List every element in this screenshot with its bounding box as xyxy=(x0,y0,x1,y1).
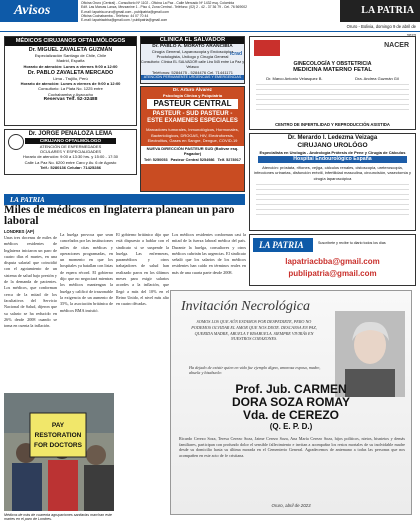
ad-line: Especialista en Urología - Andrología Prótesis de Pene y Cirugía de Cálculos xyxy=(259,150,406,155)
dateline: Oruro - Bolivia, domingo 9 de abril de 2023 xyxy=(346,24,416,38)
protest-photo-image xyxy=(4,393,114,511)
doctor-name: Dr. Marco Antonio Velasquez B. xyxy=(266,76,323,81)
obituary-place-date: Oruro, abril de 2023 xyxy=(271,503,311,508)
ad-ophthalmologists xyxy=(4,36,137,126)
info-line: E-mail: lapatriacbba@gmail.com / publipatria@gmail.com xyxy=(81,18,168,22)
la-patria-logo: LA PATRIA xyxy=(253,238,313,252)
doctor-name: Dr. PABLO A. MORATO ARANCIBIA xyxy=(152,44,233,49)
ad-la-patria xyxy=(249,234,416,286)
phone-row xyxy=(141,156,244,164)
svg-text:PAY: PAY xyxy=(51,422,65,429)
photo-caption: Médicos de más de cuarenta agrupaciones sanitarias marchan este martes en el paro de Londres. xyxy=(4,513,112,522)
article-column-1: Unas tres docenas de miles de médicos residentes de Inglaterra iniciaron un paro de cuatro días el martes, en una disputa salarial que coincidió con el agotamiento de un sistema de salud bajo presión y de la demanda de pacientes. Los médicos, que conforman cerca de la mitad de los facultativos del Servicio Nacional de Salud, dijeron que su salario se ha reducido en 26% desde 2008 cuando se toma en cuenta la inflación. xyxy=(4,235,57,329)
ad-title: MÉDICOS CIRUJANOS OFTALMÓLOGOS xyxy=(5,37,136,46)
ad-line: ATENCIÓN PERMANENTE URGENCIAS Y EMERGENCIAS xyxy=(141,75,244,80)
ad-line: Proctologista, Urólogo y Cirugía General xyxy=(156,54,229,60)
eye-icon xyxy=(8,134,24,150)
lab-services-title: PASTEUR - SUD PASTEUR - ESTE EXAMENES ESPECIALES xyxy=(147,111,238,125)
section-band: LA PATRIA xyxy=(4,194,245,205)
hospital-name: Hospital Endourológico España xyxy=(258,156,407,163)
ad-line: Consultorio: Clínica EL SALVADOR calle Lira 545 entre La Paz y Velasco xyxy=(141,59,245,69)
ad-clinica-salvador xyxy=(140,36,245,84)
phone: Reservas Telf. 52-32488 xyxy=(43,96,98,102)
svg-text:RESTORATION: RESTORATION xyxy=(34,432,82,439)
icrad-logo: icrad xyxy=(230,51,242,57)
text-block xyxy=(256,84,409,114)
article-column-2: La huelga provoca que sean cancelados por las instituciones miles de citas médicas y operaciones programadas, en un momento en que los hospitales ya batallan con listas de espera récord. El gobierno dijo que no negociará mientras los médicos mantengan la huelga y calificó de irrazonable la exigencia de un aumento de 35%, la asociación británica de médicos BMA insistió. xyxy=(60,232,113,313)
ad-line: OCULARES Y ESPECIALIDADES xyxy=(39,149,102,155)
phone: Telf.: 5280136 Celular: 71425286 xyxy=(40,164,101,170)
lab-name: PASTEUR CENTRAL xyxy=(147,99,238,109)
clinic-logo xyxy=(254,40,280,56)
doctor-name: Dr. JORGE PEÑALOZA LEMA xyxy=(28,131,113,137)
email[interactable]: lapatriacbba@gmail.com xyxy=(285,257,380,266)
info-line: Oficina Cochabamba - Teléfono: 44 07 70 44 xyxy=(81,13,149,18)
phone: Telf: 5250053 xyxy=(144,158,168,163)
obituary-intro: Ha dejado de existir quien en vida fue ejemplo digno, amorosa esposa, madre, abuela y bisabuela: xyxy=(189,365,321,376)
obituary-notice xyxy=(170,290,412,515)
doctor-name: Dr. PABLO ZAVALETA MERCADO xyxy=(27,69,114,76)
office-hours: Horario de atención: Lunes a viernes 9:00 a 12:00 xyxy=(23,63,118,69)
ad-pasteur xyxy=(140,86,245,192)
info-line: Oficina Oruro (Central) - Consultorio Nº 1102 - Oficina La Paz - Calle Mercado Nº 1432 esq. Colombia xyxy=(81,1,234,5)
ad-line: Suscríbete y recibe tu diario todos los días xyxy=(318,241,386,245)
info-line: E-mail: lapatria.oruro@gmail.com - publipatria@gmail.com xyxy=(81,9,169,14)
ad-urologo xyxy=(249,133,416,231)
deceased-title: Prof. Jub. CARMEN xyxy=(235,382,347,396)
header-rule xyxy=(0,31,420,32)
ad-body: Atención: próstata, riñones, vejiga, cálculos renales, cistoscopia, ureteroscopia, infecciones urinarias, disfunción eréctil, infertilidad masculina, circuncisión, vasectomía y cirugía laparoscópica xyxy=(254,165,411,181)
email[interactable]: publipatria@gmail.com xyxy=(288,269,377,278)
article-photo xyxy=(4,393,114,511)
nacer-logo: NACER xyxy=(384,42,409,49)
deceased-married-name: Vda. de CEREZO xyxy=(242,408,340,422)
obituary-body: Ricardo Cerezo Soza, Teresa Cerezo Soza, Jaime Cerezo Soza, Ana María Cerezo Soza, hijos políticos, nietos, bisnietos y demás familiares, participan con profundo dolor el sensible fallecimiento e invitan a acompañar los restos mortales de su inolvidable madre desde su domicilio hasta su última morada en el Cementerio General. Agradecemos de antemano a todas las personas que nos acompañen en este acto de fe cristiana. xyxy=(179,436,405,458)
lab-tests: Marcadores tumorales, Inmunológicos, Hormonales, Bacteriológicos, DROGAS, HIV, Electroforesis, Electrolitos, Gases en Sangre, Dengue, COVID-19 xyxy=(146,127,239,143)
doctor-specialty: Lima - Trujillo, Perú xyxy=(53,76,88,82)
doctor-specialty: Especialización Santiago de Chile, Chile xyxy=(34,53,107,59)
specialty: CIRUJANO UROLÓGO xyxy=(297,142,368,149)
deceased-name: DORA SOZA ROMAY xyxy=(231,395,350,409)
info-line: Edif. Las Marcas Lanza, Mezzanine 1 - Piso 4, Zona Central - Teléfono: (02) 2 - 42 - 37 36 79 - Cel. 76 569002 xyxy=(81,5,247,10)
contact-info xyxy=(78,0,340,22)
doctor-name: Dr. MIGUEL ZAVALETA GUZMÁN xyxy=(28,47,113,53)
phone: Telf. 5278917 xyxy=(217,158,241,163)
ad-penaloza xyxy=(4,129,137,175)
doctor-name: Dr. Merardo I. Ledezma Veizaga xyxy=(287,135,378,141)
ad-line: Dr. Arturo Álvarez xyxy=(173,87,212,92)
masthead-logo: LA PATRIA xyxy=(340,0,420,22)
ad-line: NUEVA DIRECCIÓN PASTEUR SUD (Bolívar esq. Pagador) xyxy=(141,146,244,156)
phone: Teléfonos: 5284475 - 5284476 Cel. 71441171 xyxy=(152,70,233,76)
ad-line: Psicología Clínica y Psiquiatría xyxy=(162,93,223,98)
article-column-4: Los médicos residentes conforman casi la mitad de la fuerza laboral médica del país. Durante la huelga, consultores y otros médicos cubrirán las urgencias. El sindicato señaló que los salarios de los médicos residentes han caído en términos reales en más de una cuarta parte desde 2008. xyxy=(172,232,246,275)
doctor-city: Madrid, España xyxy=(56,58,85,64)
office-address: Cochabamba y Ayacucho xyxy=(47,91,94,97)
doctor-name: Dra. Andrea Guzmán Gil xyxy=(355,76,399,81)
ad-line: Calle La Paz No. 6200 entre Caro y Av. 6 de Agosto xyxy=(24,159,117,165)
article-headline: Miles de médicos en Inglaterra planean un paro laboral xyxy=(4,204,235,227)
ad-line: Horario de atención: 9:00 a 13:30 hrs. y 15:00 - 17:30 xyxy=(23,154,118,160)
obituary-title: Invitación Necrológica xyxy=(181,299,310,314)
article-dateline: LONDRES (AP) xyxy=(4,229,35,234)
office-address: Consultorio: La Plata No. 1225 entre xyxy=(38,86,103,92)
specialty: CIRUJANO OFTALMÓLOGO xyxy=(25,138,116,144)
article-column-3: El gobierno británico dijo que está dispuesto a hablar con el sindicato si se suspende la huelga. Las enfermeras, paramédicos y otros trabajadores de salud han realizado paros en los últimos meses para exigir salarios acordes a la inflación, que llegó a más del 10% en el Reino Unido, el nivel más alto en cuatro décadas. xyxy=(116,232,169,307)
ad-ginecologia xyxy=(249,36,416,130)
ad-line: ATENCIÓN DE ENFERMEDADES xyxy=(39,144,102,149)
ad-line: CENTRO DE INFERTILIDAD Y REPRODUCCIÓN ASISTIDA xyxy=(275,122,390,127)
phone: Pasteur Central 5254986 xyxy=(170,158,215,163)
svg-text:FOR DOCTORS: FOR DOCTORS xyxy=(34,442,82,449)
page-header xyxy=(0,0,420,22)
doctor-row xyxy=(250,76,415,81)
section-banner: Avisos xyxy=(0,0,78,22)
clinic-name: CLÍNICA EL SALVADOR xyxy=(141,37,244,44)
office-hours: Horario de atención: Lunes a viernes de 9:00 a 12:00 xyxy=(20,81,121,87)
ad-line: Cirugía General, Laparoscopia y Endoscópica xyxy=(151,49,234,55)
qepd: (Q. E. P. D.) xyxy=(269,422,313,431)
ad-subtitle: MEDICINA MATERNO FETAL xyxy=(293,67,372,73)
ad-title: GINECOLOGÍA Y OBSTETRICIA xyxy=(293,61,372,67)
text-block xyxy=(256,184,409,218)
obituary-verse: SOMOS LOS QUE AÚN ESTAMOS POR DESPEDIRTE, PERO NO PODEMOS OLVIDAR EL AMOR QUE NOS DISTE. DESCANSA EN PAZ, QUERIDA MADRE, ABUELA Y BISABUELA. SIEMPRE VIVIRÁS EN NUESTROS CORAZONES. xyxy=(191,319,317,342)
